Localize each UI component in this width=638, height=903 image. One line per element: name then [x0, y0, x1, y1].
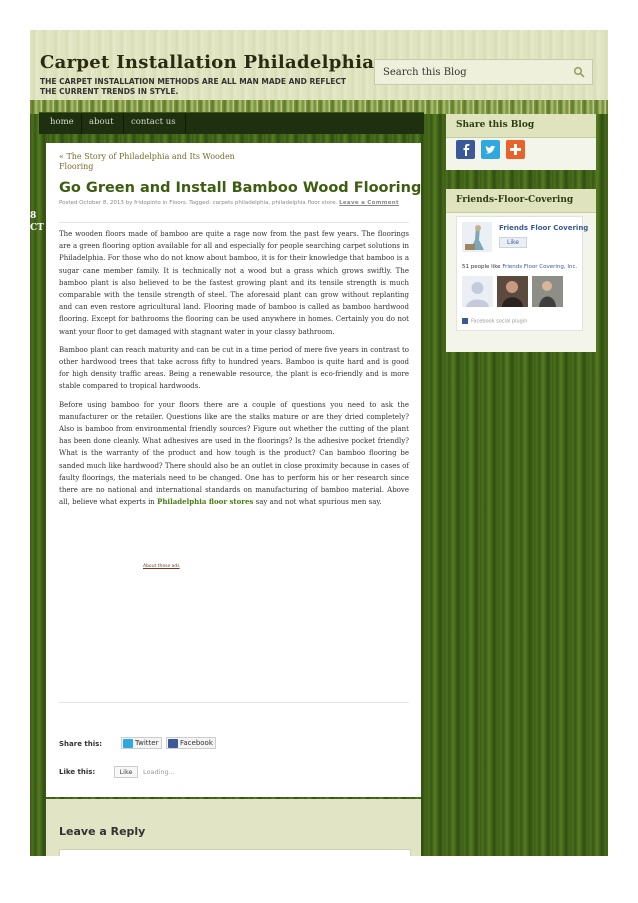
nav-separator [123, 113, 124, 134]
search-input[interactable] [375, 60, 565, 84]
fb-people-count: 51 people like [462, 264, 501, 270]
main-nav [39, 112, 424, 134]
like-label: Like this: [59, 768, 96, 776]
post-paragraph: The wooden floors made of bamboo are quite a rage now from the past few years. The floorings are a green flooring option available for all and especially for people searching carpet solutions in Philadelphia. For those who do not know about bamboo, it is for their knowledge that bamboo is a sugar cane member family. It is technically not a wood but a grass which grows swiftly. The bamboo plant is also believed to be the fastest growing plant and its tensile strength is much comparable with the tensile strength of steel. The aforesaid plant can grow without replanting and can even restore agricultural land. Flooring made of bamboo is called as bamboo hardwood flooring. Except for bathrooms the flooring can be used anywhere in homes. Certainly you do not want your floor to get damaged with stagnant water in your classy bathroom. [59, 230, 409, 336]
like-button[interactable] [114, 766, 138, 778]
facebook-like-box [456, 216, 589, 331]
site-title[interactable]: Carpet Installation Philadelphia [40, 52, 375, 73]
fb-people-text [462, 264, 582, 270]
search-box [374, 59, 593, 85]
reply-section [46, 799, 421, 856]
friends-floor-covering-widget [446, 189, 596, 352]
about-ads-link[interactable]: About these ads [143, 564, 180, 569]
share-widget-title: Share this Blog [446, 114, 596, 138]
meta-divider [59, 222, 409, 223]
post-paragraph-text: Before using bamboo for your floors there are a couple of questions you need to ask the manufacturer or the retailer. Questions like are the stalks mature or are they dried completely? Also is bamboo from environmental friendly sources? Figure out whether the cutting of the plant has been done cleanly. What adhesives are used in the floorings? Is the adhesive pocket friendly? What is the warranty of the product and how tough is the product? Can bamboo flooring be sanded much like hardwood? There should also be an outlet in close proximity because in cases of faulty floorings, the materials need to be changed. One has to perform his or her research since there are no national and international standards on manufacturing of bamboo material. Above all, believe what experts in [59, 400, 409, 507]
plus-icon[interactable] [506, 140, 525, 159]
search-icon[interactable] [573, 66, 585, 78]
leave-comment-link[interactable]: Leave a Comment [339, 200, 399, 206]
fb-like-button[interactable] [499, 237, 527, 248]
side-date-tab: 8 CT [30, 211, 44, 233]
fb-page-name[interactable]: Friends Floor Covering [499, 224, 589, 232]
reply-textarea[interactable] [59, 849, 411, 856]
facebook-icon[interactable] [456, 140, 475, 159]
post-title[interactable]: Go Green and Install Bamboo Wood Flooring [59, 180, 422, 196]
site-header [30, 30, 608, 100]
fan-avatar[interactable] [532, 276, 563, 307]
twitter-share-button[interactable] [121, 737, 162, 749]
post-content [46, 143, 421, 797]
philadelphia-floor-stores-link[interactable]: Philadelphia floor stores [157, 497, 254, 507]
nav-separator [81, 113, 82, 134]
nav-item-about[interactable]: about [89, 117, 114, 127]
fb-social-plugin[interactable] [462, 318, 527, 325]
site-tagline: THE CARPET INSTALLATION METHODS ARE ALL MAN MADE AND REFLECT THE CURRENT TRENDS IN STYLE. [40, 77, 347, 96]
facebook-share-button[interactable] [166, 737, 216, 749]
previous-post-link[interactable]: « The Story of Philadelphia and Its Wooden Flooring [59, 152, 235, 171]
twitter-icon[interactable] [481, 140, 500, 159]
like-button-label: Like [119, 768, 133, 776]
friends-widget-title: Friends-Floor-Covering [446, 189, 596, 213]
fb-plugin-label: Facebook social plugin [471, 318, 528, 325]
social-icons [456, 140, 526, 163]
twitter-button-label: Twitter [135, 739, 159, 747]
share-blog-widget [446, 114, 596, 170]
page-frame [30, 30, 608, 856]
post-meta-text: Posted October 8, 2013 by fridopinto in Floors. Tagged: carpets philadelphia, philadelphia floor store. [59, 200, 338, 206]
fb-like-label: Like [507, 239, 519, 246]
post-paragraph-last [59, 399, 409, 509]
fan-avatar[interactable] [462, 276, 493, 307]
post-meta [59, 198, 399, 208]
nav-item-contact-us[interactable]: contact us [131, 117, 176, 127]
loading-text: Loading... [143, 768, 175, 776]
post-paragraph: Bamboo plant can reach maturity and can be cut in a time period of mere five years in contrast to other hardwood trees that take across fifty to hundred years. Bamboo is quite hard and is good for high density traffic areas. Being a renewable resource, the plant is eco-friendly and is more stable compared to tropical hardwoods. [59, 345, 409, 391]
share-label: Share this: [59, 740, 103, 748]
twitter-icon [123, 739, 133, 748]
reply-heading: Leave a Reply [59, 825, 146, 838]
post-body [59, 228, 409, 514]
nav-item-home[interactable]: home [50, 117, 74, 127]
facebook-icon [462, 318, 468, 324]
facebook-button-label: Facebook [180, 739, 213, 747]
share-divider [59, 702, 409, 703]
facebook-icon [168, 739, 178, 748]
fb-people-page-link[interactable]: Friends Floor Covering, Inc. [502, 264, 578, 270]
post-closing-text: say and not what spurious men say. [253, 498, 382, 507]
fan-avatar[interactable] [497, 276, 528, 307]
page-avatar[interactable] [462, 222, 492, 252]
nav-separator [185, 113, 186, 134]
